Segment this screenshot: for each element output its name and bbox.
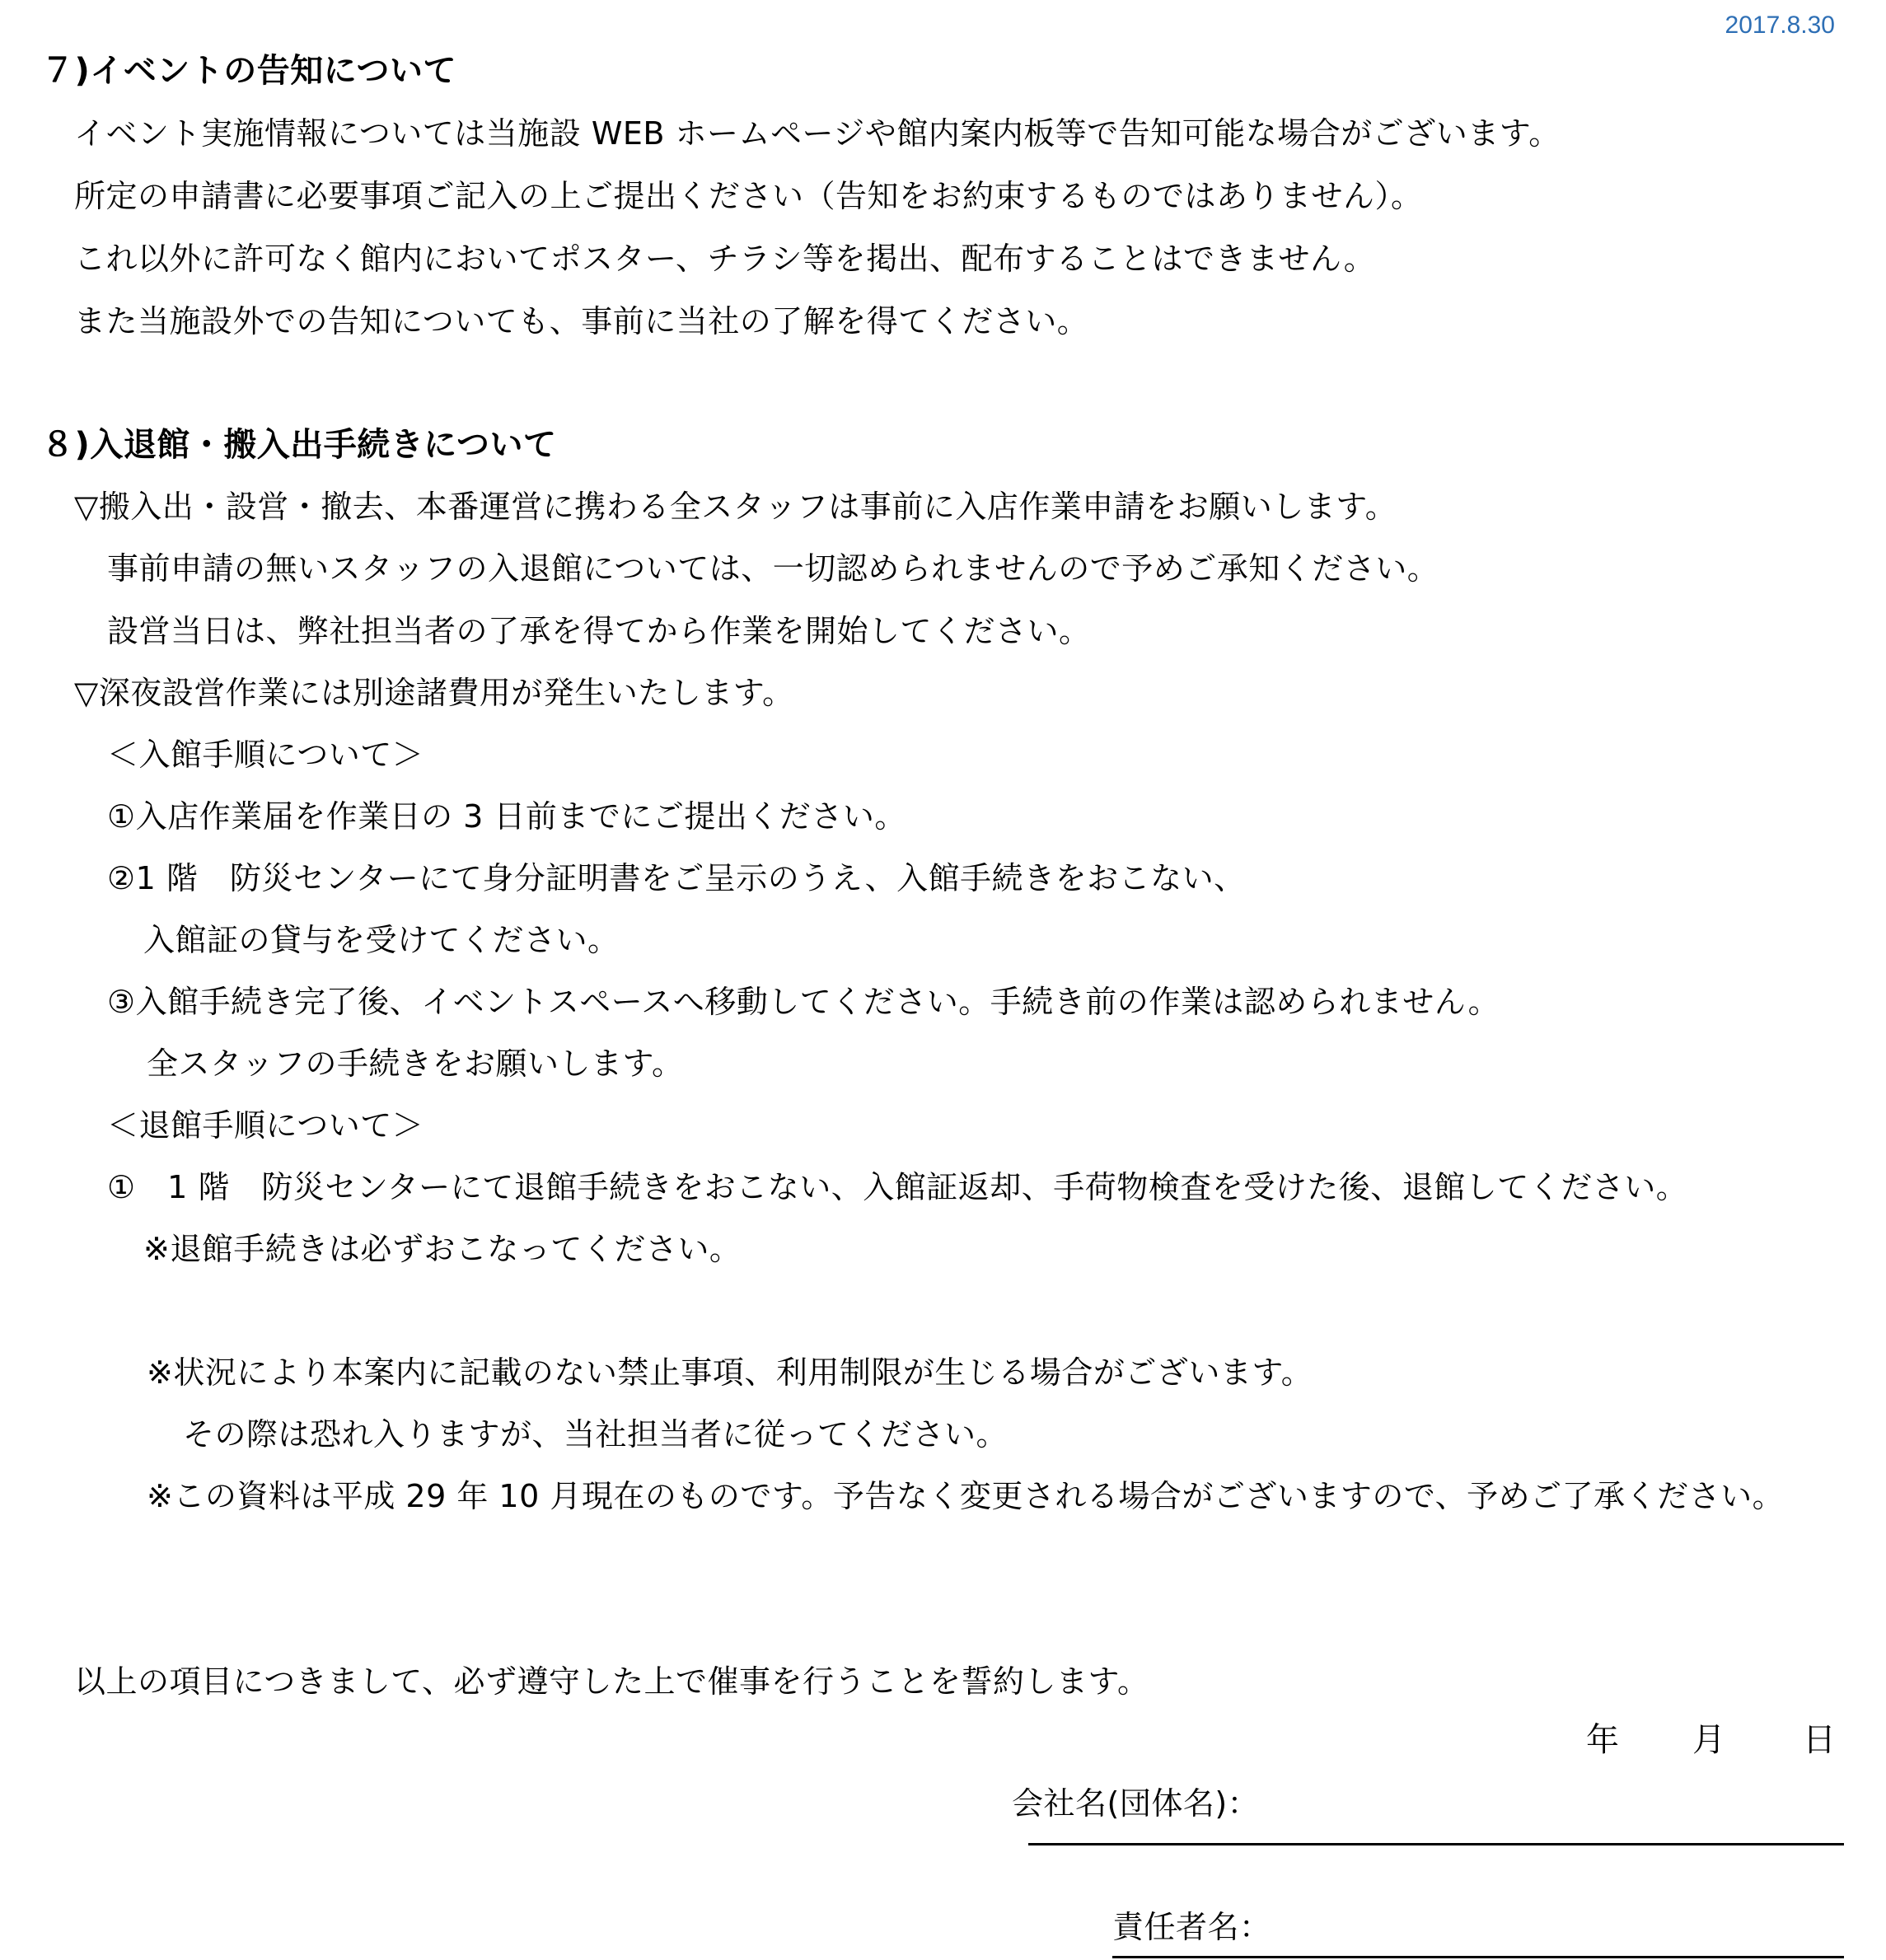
section-8-line-4: ▽深夜設営作業には別途諸費用が発生いたします。: [74, 675, 794, 711]
year-label: 年: [1586, 1721, 1619, 1759]
month-label: 月: [1692, 1721, 1725, 1759]
section-7-line-3: これ以外に許可なく館内においてポスター、チラシ等を掲出、配布することはできません。: [74, 241, 1376, 277]
note-2: ※この資料は平成 29 年 10 月現在のものです。予告なく変更される場合がございますので、予めご了承ください。: [147, 1478, 1785, 1514]
exit-note: ※退館手続きは必ずおこなってください。: [143, 1231, 742, 1267]
section-7-line-1: イベント実施情報については当施設 WEB ホームページや館内案内板等で告知可能な場合がございます。: [74, 115, 1561, 152]
responsible-person-label: 責任者名：: [1112, 1909, 1271, 1945]
day-label: 日: [1803, 1721, 1836, 1759]
company-name-label: 会社名(団体名)：: [1012, 1785, 1260, 1822]
note-1-cont: その際は恐れ入りますが、当社担当者に従ってください。: [183, 1416, 1009, 1452]
section-7-line-2: 所定の申請書に必要事項ご記入の上ご提出ください（告知をお約束するものではありません）。: [74, 178, 1423, 214]
section-7-line-4: また当施設外での告知についても、事前に当社の了解を得てください。: [74, 303, 1089, 339]
entry-step-2: ②1 階 防災センターにて身分証明書をご呈示のうえ、入館手続きをおこない、: [107, 860, 1246, 896]
entry-step-3: ③入館手続き完了後、イベントスペースへ移動してください。手続き前の作業は認められません。: [107, 984, 1500, 1020]
note-1: ※状況により本案内に記載のない禁止事項、利用制限が生じる場合がございます。: [147, 1354, 1313, 1391]
exit-procedure-heading: ＜退館手順について＞: [107, 1107, 424, 1144]
entry-procedure-heading: ＜入館手順について＞: [107, 737, 424, 773]
section-7-heading: ７)イベントの告知について: [41, 52, 456, 90]
responsible-person-underline: [1112, 1956, 1844, 1958]
pledge-text: 以上の項目につきまして、必ず遵守した上で催事を行うことを誓約します。: [74, 1663, 1149, 1700]
section-8-line-1: ▽搬入出・設営・撤去、本番運営に携わる全スタッフは事前に入店作業申請をお願いします。: [74, 489, 1397, 525]
entry-step-3-cont: 全スタッフの手続きをお願いします。: [147, 1045, 684, 1082]
document-date: 2017.8.30: [1725, 12, 1835, 39]
exit-step-1: ① 1 階 防災センターにて退館手続きをおこない、入館証返却、手荷物検査を受けた後、退館してください。: [107, 1169, 1688, 1205]
section-8-line-2: 事前申請の無いスタッフの入退館については、一切認められませんので予めご承知ください。: [107, 550, 1439, 587]
entry-step-1: ①入店作業届を作業日の 3 日前までにご提出ください。: [107, 798, 906, 835]
section-8-heading: ８)入退館・搬入出手続きについて: [41, 426, 557, 464]
entry-step-2-cont: 入館証の貸与を受けてください。: [143, 922, 620, 958]
company-name-underline: [1028, 1843, 1844, 1845]
section-8-line-3: 設営当日は、弊社担当者の了承を得てから作業を開始してください。: [107, 613, 1091, 649]
